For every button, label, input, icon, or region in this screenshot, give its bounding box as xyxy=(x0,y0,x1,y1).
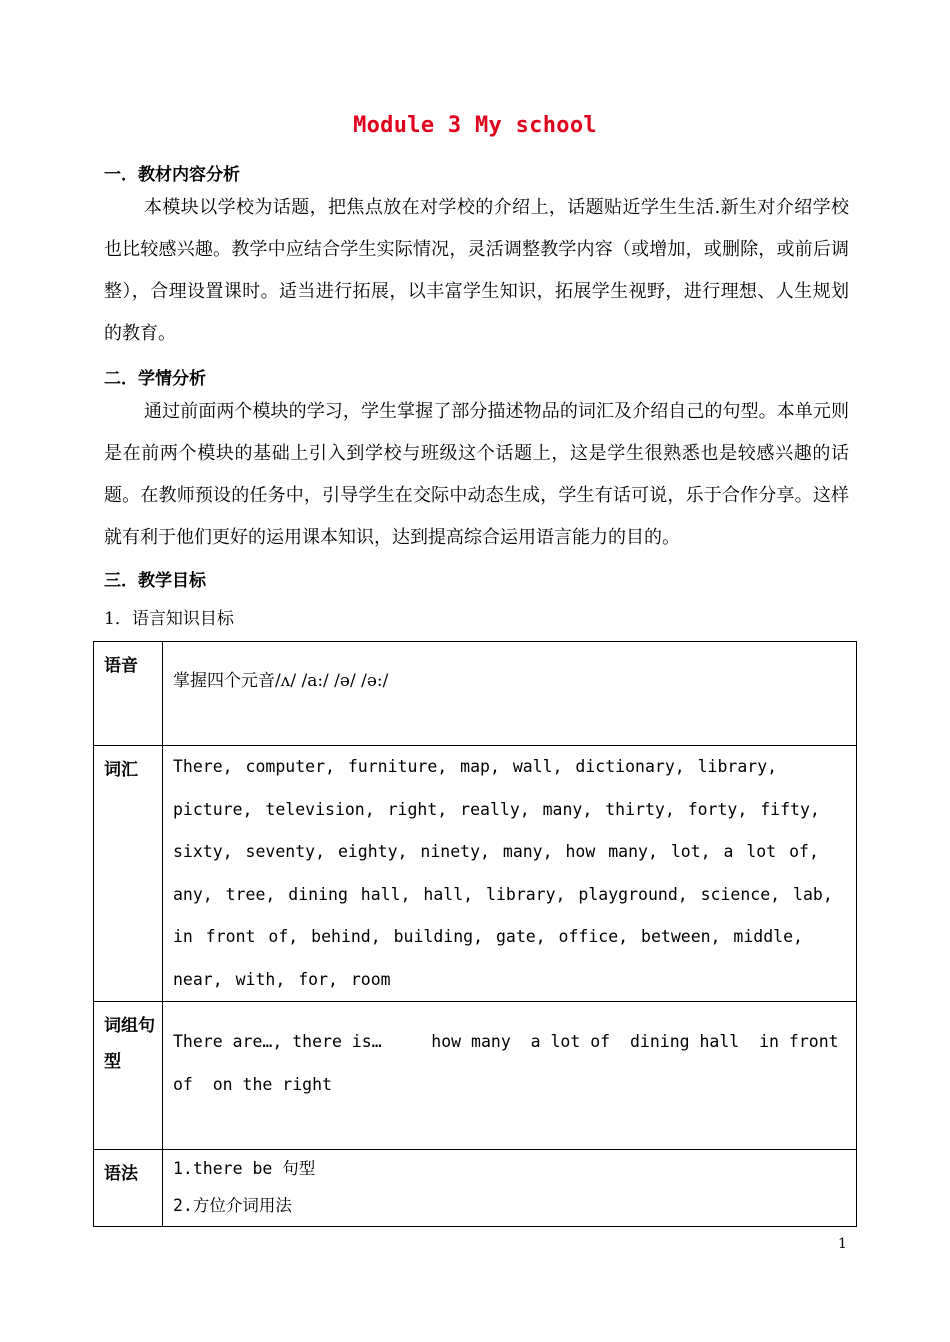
section-paragraph-student-analysis: 通过前面两个模块的学习，学生掌握了部分描述物品的词汇及介绍自己的句型。本单元则是在前两个模块的基础上引入到学校与班级这个话题上，这是学生很熟悉也是较感兴趣的话题。在教师预设的任务中，引导学生在交际中动态生成，学生有话可说，乐于合作分享。这样就有利于他们更好的运用课本知识，达到提高综合运用语言能力的目的。 xyxy=(104,401,849,548)
table-row xyxy=(94,1002,857,1150)
table-row-content: There are…, there is… how many a lot of dining hall in front of on the right xyxy=(163,1002,857,1150)
grammar-item: 1.there be 句型 xyxy=(173,1159,316,1178)
grammar-item: 2.方位介词用法 xyxy=(173,1196,292,1215)
table-row-content xyxy=(163,1150,857,1227)
table-row-label: 语法 xyxy=(94,1150,163,1227)
section-heading-student-analysis: 二．学情分析 xyxy=(104,369,206,389)
table-row-label: 词组句型 xyxy=(94,1002,163,1150)
table-row-content: 掌握四个元音/ʌ/ /a:/ /ə/ /ə:/ xyxy=(163,642,857,746)
table-row xyxy=(94,746,857,1002)
subheading-language-knowledge: 1．语言知识目标 xyxy=(104,609,234,629)
language-knowledge-table xyxy=(93,641,857,1227)
table-row-content: There, computer, furniture, map, wall, dictionary, library, picture, television, right, really, many, thirty, forty, fifty, sixty, seventy, eighty, ninety, many, how many, lot, a lot of, any, tree, dining hall, hall, library, playground, science, lab, in front of, behind, building, gate, office, between, middle, near, with, for, room xyxy=(163,746,857,1002)
table-row xyxy=(94,642,857,746)
section-heading-teaching-goals: 三．教学目标 xyxy=(104,571,206,591)
page-number: 1 xyxy=(838,1236,847,1252)
document-title: Module 3 My school xyxy=(353,113,597,138)
section-paragraph-textbook-analysis: 本模块以学校为话题，把焦点放在对学校的介绍上，话题贴近学生生活.新生对介绍学校也比较感兴趣。教学中应结合学生实际情况，灵活调整教学内容（或增加，或删除，或前后调整），合理设置课时。适当进行拓展，以丰富学生知识，拓展学生视野，进行理想、人生规划的教育。 xyxy=(104,197,849,344)
table-row-label: 词汇 xyxy=(94,746,163,1002)
table-row xyxy=(94,1150,857,1227)
section-heading-textbook-analysis: 一．教材内容分析 xyxy=(104,165,240,185)
table-row-label: 语音 xyxy=(94,642,163,746)
